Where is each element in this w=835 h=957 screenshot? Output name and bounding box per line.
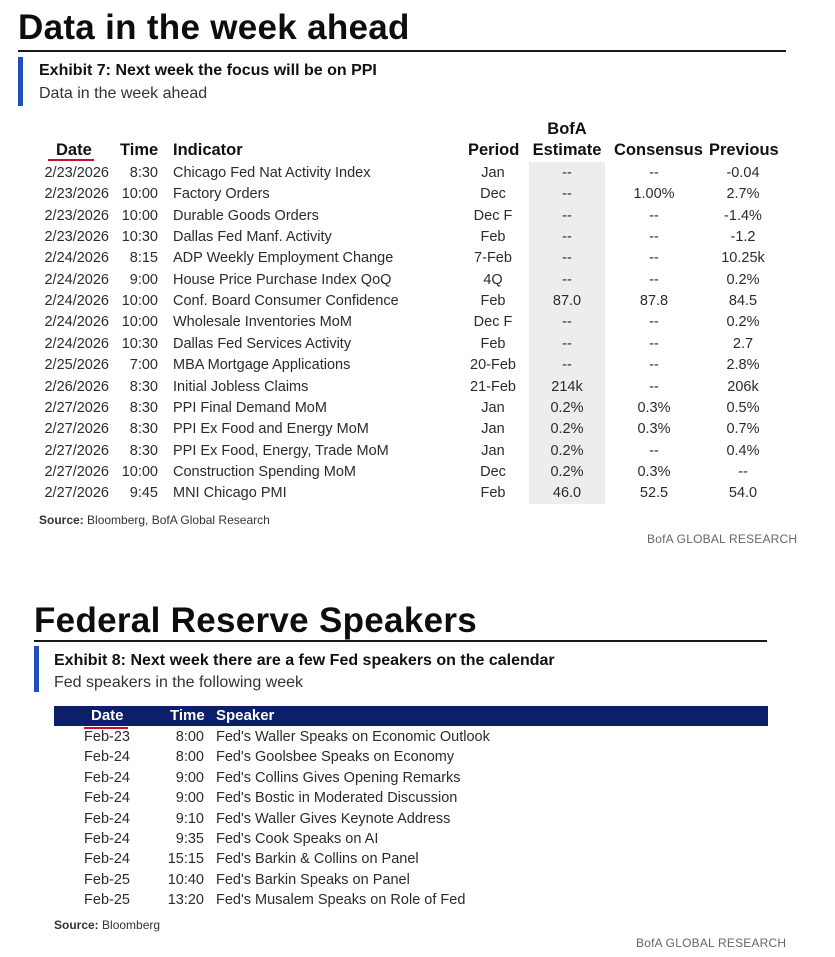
source-note-2 [54,918,160,932]
cell-date: 2/27/2026 [44,442,109,459]
cell-estimate: -- [562,250,572,267]
bofa-credit-1: BofA GLOBAL RESEARCH [647,532,798,546]
cell-indicator: MBA Mortgage Applications [173,357,351,374]
source-text-2: Bloomberg [98,918,161,932]
cell-time: 10:00 [121,186,158,203]
cell-date: 2/23/2026 [44,186,109,203]
cell-consensus: -- [649,314,659,331]
cell-previous: -1.2 [730,229,756,246]
cell-date: 2/25/2026 [44,357,109,374]
speaker-cell-date: Feb-24 [84,851,130,868]
speaker-cell-date: Feb-25 [84,871,130,888]
cell-period: Feb [480,293,506,310]
cell-consensus: -- [649,250,659,267]
cell-period: 20-Feb [470,357,516,374]
cell-estimate: 87.0 [552,293,582,310]
cell-previous: 0.7% [726,421,760,438]
cell-indicator: PPI Ex Food, Energy, Trade MoM [173,442,389,459]
cell-consensus: -- [649,335,659,352]
cell-consensus: -- [649,378,659,395]
cell-indicator: Durable Goods Orders [173,207,319,224]
cell-estimate: -- [562,314,572,331]
cell-date: 2/24/2026 [44,293,109,310]
cell-previous: 0.2% [726,271,760,288]
cell-consensus: 52.5 [639,485,669,502]
cell-period: 21-Feb [470,378,516,395]
speaker-col-header-time: Time [170,707,205,724]
cell-estimate: -- [562,207,572,224]
cell-indicator: Dallas Fed Services Activity [173,335,352,352]
cell-time: 10:00 [121,463,158,480]
speaker-cell-speaker: Fed's Waller Gives Keynote Address [216,810,451,827]
cell-indicator: Wholesale Inventories MoM [173,314,352,331]
cell-consensus: 0.3% [637,421,671,438]
cell-estimate: 0.2% [550,399,584,416]
speaker-cell-speaker: Fed's Musalem Speaks on Role of Fed [216,892,466,909]
cell-estimate: 0.2% [550,463,584,480]
cell-previous: 54.0 [728,485,758,502]
cell-previous: 2.7% [726,186,760,203]
cell-period: Dec [480,463,506,480]
cell-indicator: Factory Orders [173,186,270,203]
cell-period: Jan [481,165,505,181]
section-heading-fed-speakers: Federal Reserve Speakers [34,601,478,640]
cell-time: 9:00 [129,271,158,288]
speaker-cell-speaker: Fed's Waller Speaks on Economic Outlook [216,729,490,745]
speaker-col-header-date: Date [91,707,124,724]
cell-time: 8:15 [129,250,158,267]
cell-previous: 10.25k [721,250,765,267]
cell-indicator: Chicago Fed Nat Activity Index [173,165,371,181]
cell-estimate: -- [562,229,572,246]
speaker-cell-time: 9:10 [175,810,204,827]
cell-previous: -1.4% [724,207,762,224]
speaker-cell-date: Feb-24 [84,810,130,827]
cell-time: 8:30 [129,165,158,181]
cell-consensus: -- [649,271,659,288]
col-header-estimate-line1: BofA [547,120,587,138]
source-label-2: Source: [54,918,99,932]
cell-indicator: PPI Ex Food and Energy MoM [173,421,369,438]
cell-estimate: 214k [551,378,583,395]
source-note-1 [39,513,270,527]
speaker-cell-time: 10:40 [167,871,204,888]
cell-consensus: -- [649,357,659,374]
cell-previous: 0.2% [726,314,760,331]
cell-estimate: -- [562,335,572,352]
cell-consensus: 87.8 [639,293,669,310]
speaker-cell-speaker: Fed's Goolsbee Speaks on Economy [216,749,455,766]
cell-period: Jan [481,399,505,416]
speaker-cell-time: 8:00 [175,729,204,745]
cell-estimate: 0.2% [550,442,584,459]
speaker-cell-speaker: Fed's Cook Speaks on AI [216,831,379,847]
cell-indicator: MNI Chicago PMI [173,485,287,502]
cell-date: 2/24/2026 [44,250,109,267]
cell-time: 10:30 [121,335,158,352]
cell-consensus: 1.00% [633,186,675,203]
speaker-cell-time: 9:35 [175,831,204,847]
col-header-consensus: Consensus [614,141,703,159]
speaker-cell-time: 9:00 [175,769,204,786]
cell-date: 2/24/2026 [44,335,109,352]
col-header-time: Time [120,141,159,159]
cell-date: 2/27/2026 [44,399,109,416]
speaker-cell-date: Feb-24 [84,831,130,847]
cell-previous: 206k [727,378,759,395]
speaker-cell-time: 8:00 [175,749,204,766]
cell-indicator: ADP Weekly Employment Change [173,250,394,267]
cell-date: 2/26/2026 [44,378,109,395]
heading-rule [18,50,786,52]
cell-indicator: Conf. Board Consumer Confidence [173,293,399,310]
cell-time: 8:30 [129,421,158,438]
cell-time: 8:30 [129,378,158,395]
cell-date: 2/27/2026 [44,463,109,480]
cell-indicator: Dallas Fed Manf. Activity [173,229,332,246]
cell-date: 2/23/2026 [44,165,109,181]
speaker-cell-speaker: Fed's Barkin Speaks on Panel [216,871,410,888]
cell-date: 2/27/2026 [44,485,109,502]
cell-period: Dec F [473,207,513,224]
speaker-cell-time: 15:15 [167,851,204,868]
cell-time: 10:00 [121,293,158,310]
speaker-col-header-speaker: Speaker [216,707,275,724]
speaker-cell-date: Feb-24 [84,769,130,786]
cell-estimate: -- [562,186,572,203]
col-header-indicator: Indicator [173,141,243,159]
speaker-table-header-bar [54,706,768,726]
cell-estimate: 46.0 [552,485,582,502]
cell-period: Feb [480,335,506,352]
cell-previous: 2.8% [726,357,760,374]
cell-indicator: House Price Purchase Index QoQ [173,271,392,288]
exhibit-7-title: Exhibit 7: Next week the focus will be on PPI [39,62,377,79]
cell-period: 4Q [483,271,503,288]
exhibit-8-subtitle: Fed speakers in the following week [54,674,304,691]
cell-indicator: Initial Jobless Claims [173,378,309,395]
cell-indicator: PPI Final Demand MoM [173,399,327,416]
exhibit-7-subtitle: Data in the week ahead [39,85,208,102]
cell-date: 2/23/2026 [44,229,109,246]
bofa-credit-2: BofA GLOBAL RESEARCH [636,936,787,950]
cell-consensus: -- [649,442,659,459]
cell-previous: 2.7 [732,335,754,352]
speaker-cell-date: Feb-23 [84,729,130,745]
cell-indicator: Construction Spending MoM [173,463,356,480]
cell-period: 7-Feb [474,250,512,267]
cell-period: Dec F [473,314,513,331]
cell-time: 10:00 [121,207,158,224]
cell-date: 2/27/2026 [44,421,109,438]
date-underline [48,159,94,161]
cell-period: Dec [480,186,506,203]
cell-estimate: -- [562,357,572,374]
cell-consensus: 0.3% [637,399,671,416]
speaker-cell-speaker: Fed's Bostic in Moderated Discussion [216,790,458,807]
cell-consensus: -- [649,165,659,181]
cell-previous: 0.5% [726,399,760,416]
cell-period: Feb [480,229,506,246]
speaker-cell-speaker: Fed's Barkin & Collins on Panel [216,851,419,868]
col-header-estimate-line2: Estimate [532,141,602,159]
cell-consensus: 0.3% [637,463,671,480]
cell-time: 8:30 [129,442,158,459]
cell-time: 7:00 [129,357,158,374]
source-text: Bloomberg, BofA Global Research [83,513,270,527]
cell-time: 8:30 [129,399,158,416]
cell-period: Jan [481,442,505,459]
source-label: Source: [39,513,84,527]
cell-time: 10:00 [121,314,158,331]
cell-date: 2/24/2026 [44,314,109,331]
speaker-cell-speaker: Fed's Collins Gives Opening Remarks [216,769,461,786]
heading-rule-2 [34,640,767,642]
cell-previous: -- [738,463,748,480]
cell-period: Jan [481,421,505,438]
section-heading-data-week: Data in the week ahead [18,8,410,47]
speaker-cell-time: 13:20 [167,892,204,909]
speaker-cell-date: Feb-24 [84,749,130,766]
cell-consensus: -- [649,229,659,246]
cell-period: Feb [480,485,506,502]
cell-estimate: -- [562,271,572,288]
cell-date: 2/24/2026 [44,271,109,288]
speaker-cell-date: Feb-24 [84,790,130,807]
speaker-cell-time: 9:00 [175,790,204,807]
col-header-date: Date [56,141,92,159]
col-header-period: Period [468,141,520,159]
cell-estimate: 0.2% [550,421,584,438]
exhibit-accent-bar-2 [34,646,39,692]
exhibit-8-title: Exhibit 8: Next week there are a few Fed speakers on the calendar [54,652,555,669]
cell-previous: 0.4% [726,442,760,459]
speaker-cell-date: Feb-25 [84,892,130,909]
cell-previous: -0.04 [726,165,760,181]
exhibit-accent-bar [18,57,23,106]
cell-previous: 84.5 [728,293,758,310]
cell-time: 9:45 [129,485,158,502]
cell-consensus: -- [649,207,659,224]
cell-time: 10:30 [121,229,158,246]
col-header-previous: Previous [709,141,779,159]
cell-date: 2/23/2026 [44,207,109,224]
cell-estimate: -- [562,165,572,181]
